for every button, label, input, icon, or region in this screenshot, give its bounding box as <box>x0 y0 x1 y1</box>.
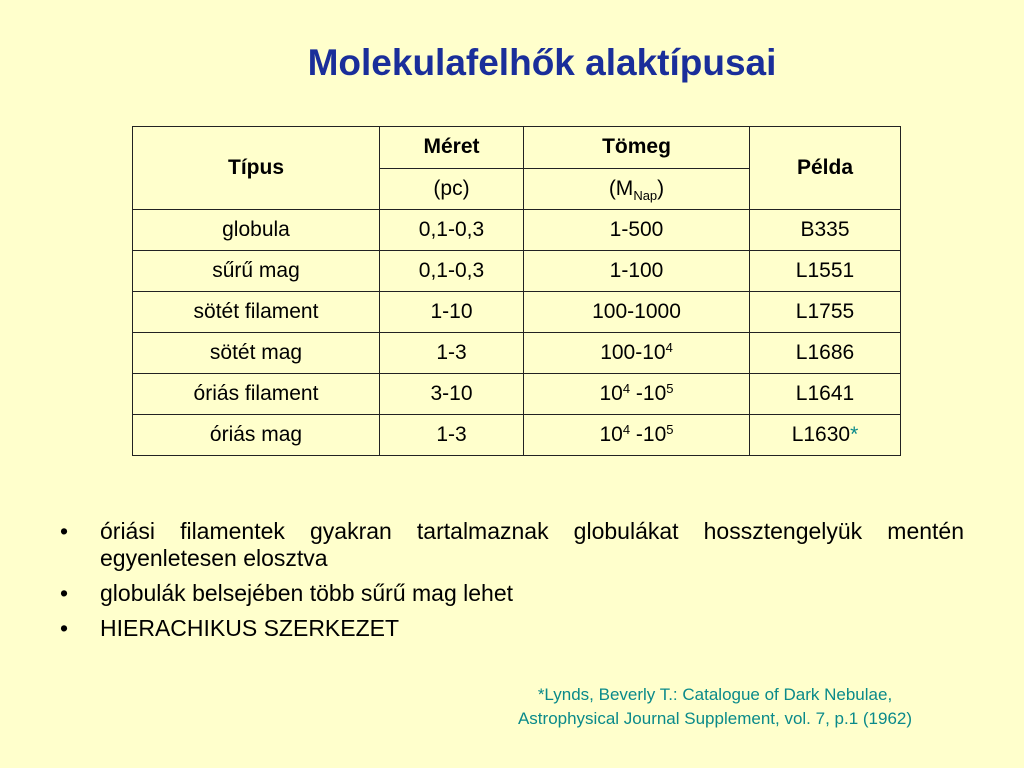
table-row <box>133 251 901 292</box>
mass-exponent: 5 <box>666 381 674 396</box>
table-row <box>133 415 901 456</box>
cell-example <box>750 374 901 415</box>
example-text: L1551 <box>795 259 855 282</box>
mass-text: 10 <box>599 423 623 446</box>
cell-example <box>750 415 901 456</box>
cell-type: sötét filament <box>133 292 380 333</box>
mass-text: 1-100 <box>609 259 664 282</box>
mass-text: -10 <box>630 382 667 405</box>
table-body <box>133 210 901 456</box>
bullet-text: globulák belsejében több sűrű mag lehet <box>100 580 514 606</box>
example-text: L1755 <box>795 300 855 323</box>
example-text: L1641 <box>795 382 855 405</box>
mass-exponent: 4 <box>622 381 631 396</box>
unit-mass <box>524 168 750 210</box>
mass-exponent: 5 <box>666 422 674 437</box>
cell-example <box>750 210 901 251</box>
header-row <box>133 127 901 169</box>
cell-size: 3-10 <box>380 374 524 415</box>
bullet-dot-icon: • <box>60 580 69 606</box>
bullet-item <box>60 580 964 607</box>
unit-size: (pc) <box>380 168 524 210</box>
cell-size: 1-10 <box>380 292 524 333</box>
unit-mass-prefix: (M <box>608 176 634 200</box>
table-row <box>133 210 901 251</box>
cell-mass <box>524 374 750 415</box>
bullet-text: HIERACHIKUS SZERKEZET <box>100 615 400 641</box>
slide-title: Molekulafelhők alaktípusai <box>307 42 777 83</box>
cell-type: globula <box>133 210 380 251</box>
cell-type: óriás filament <box>133 374 380 415</box>
cell-example <box>750 333 901 374</box>
mass-text: 10 <box>599 382 623 405</box>
cell-mass <box>524 251 750 292</box>
bullet-dot-icon: • <box>60 615 69 641</box>
bullet-item <box>60 615 964 642</box>
cell-size: 0,1-0,3 <box>380 210 524 251</box>
cell-type: sűrű mag <box>133 251 380 292</box>
cell-mass <box>524 210 750 251</box>
cell-type: sötét mag <box>133 333 380 374</box>
mass-text: 100-10 <box>600 341 666 364</box>
mass-exponent: 4 <box>665 340 673 355</box>
header-type: Típus <box>133 127 380 210</box>
footnote-marker: * <box>850 423 859 446</box>
mass-text: 100-1000 <box>592 300 681 323</box>
table-row <box>133 292 901 333</box>
cell-mass <box>524 333 750 374</box>
bullet-text: óriási filamentek gyakran tartalmaznak globulákat hossztengelyük mentén egyenletesen elosztva <box>100 518 964 571</box>
cloud-types-table <box>132 126 901 456</box>
cell-example <box>750 292 901 333</box>
unit-mass-subscript: Nap <box>633 187 658 203</box>
mass-exponent: 4 <box>622 422 631 437</box>
example-text: L1630 <box>791 423 851 446</box>
table-row <box>133 333 901 374</box>
reference-note <box>470 683 960 731</box>
unit-mass-suffix: ) <box>657 176 665 200</box>
header-example: Példa <box>750 127 901 210</box>
table-row <box>133 374 901 415</box>
mass-text: -10 <box>630 423 667 446</box>
reference-line-2: Astrophysical Journal Supplement, vol. 7, p.1 (1962) <box>517 709 913 728</box>
mass-text: 1-500 <box>609 218 664 241</box>
cell-mass <box>524 292 750 333</box>
bullet-list <box>60 518 964 650</box>
bullet-item <box>60 518 964 572</box>
reference-line-1: *Lynds, Beverly T.: Catalogue of Dark Nebulae, <box>537 685 893 704</box>
bullet-dot-icon: • <box>60 518 69 544</box>
cell-mass <box>524 415 750 456</box>
cell-type: óriás mag <box>133 415 380 456</box>
cell-size: 0,1-0,3 <box>380 251 524 292</box>
cell-size: 1-3 <box>380 333 524 374</box>
example-text: B335 <box>800 218 850 241</box>
example-text: L1686 <box>795 341 855 364</box>
header-mass: Tömeg <box>524 127 750 169</box>
header-size: Méret <box>380 127 524 169</box>
cell-size: 1-3 <box>380 415 524 456</box>
cell-example <box>750 251 901 292</box>
